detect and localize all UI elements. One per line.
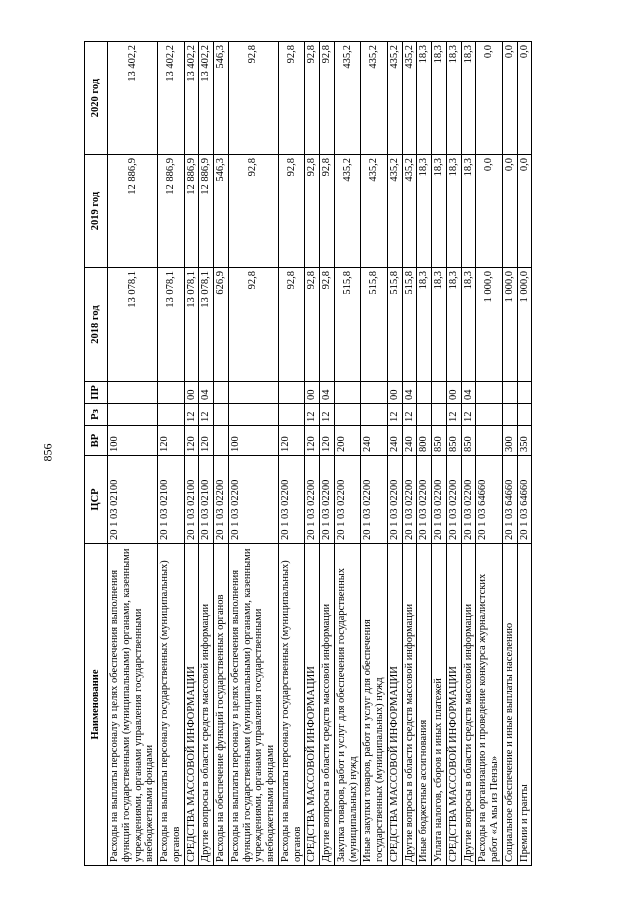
value-2020-cell: 92,8 [278,42,305,155]
name-cell: Иные закупки товаров, работ и услуг для обеспечения государственных (муниципальных) нужд [361,544,388,866]
name-cell: СРЕДСТВА МАССОВОЙ ИНФОРМАЦИИ [184,544,199,866]
table-row [387,42,402,866]
csr-cell: 20 1 03 02200 [361,456,388,544]
value-2018-cell: 92,8 [305,268,320,382]
table-row [517,42,532,866]
name-cell: СРЕДСТВА МАССОВОЙ ИНФОРМАЦИИ [305,544,320,866]
csr-cell: 20 1 03 02200 [387,456,402,544]
table-row [320,42,335,866]
pr-cell: 00 [305,382,320,404]
rz-cell: 12 [184,404,199,426]
value-2020-cell: 13 402,2 [158,42,185,155]
csr-cell: 20 1 03 02100 [184,456,199,544]
rz-cell [108,404,158,426]
vr-cell: 120 [184,426,199,456]
value-2018-cell: 92,8 [278,268,305,382]
csr-cell: 20 1 03 02200 [446,456,461,544]
column-header: 2019 год [85,155,108,268]
vr-cell: 120 [305,426,320,456]
csr-cell: 20 1 03 02200 [214,456,229,544]
value-2020-cell: 18,3 [417,42,432,155]
rz-cell: 12 [402,404,417,426]
name-cell: Расходы на выплаты персоналу государственных (муниципальных) органов [278,544,305,866]
csr-cell: 20 1 03 02100 [158,456,185,544]
csr-cell: 20 1 03 64660 [517,456,532,544]
vr-cell: 200 [334,426,361,456]
table-row [402,42,417,866]
rotated-table-container [84,42,572,866]
value-2020-cell: 435,2 [402,42,417,155]
table-row [502,42,517,866]
value-2020-cell: 18,3 [432,42,447,155]
rz-cell [502,404,517,426]
value-2018-cell: 13 078,1 [199,268,214,382]
value-2020-cell: 0,0 [517,42,532,155]
rz-cell [361,404,388,426]
table-row [432,42,447,866]
vr-cell: 240 [402,426,417,456]
csr-cell: 20 1 03 64660 [502,456,517,544]
csr-cell: 20 1 03 64660 [476,456,503,544]
rz-cell [158,404,185,426]
name-cell: Другие вопросы в области средств массовой информации [461,544,476,866]
value-2018-cell: 13 078,1 [158,268,185,382]
vr-cell: 300 [502,426,517,456]
name-cell: Закупка товаров, работ и услуг для обеспечения государственных (муниципальных) нужд [334,544,361,866]
value-2020-cell: 92,8 [320,42,335,155]
table-row [108,42,158,866]
name-cell: СРЕДСТВА МАССОВОЙ ИНФОРМАЦИИ [387,544,402,866]
value-2020-cell: 435,2 [334,42,361,155]
value-2019-cell: 0,0 [517,155,532,268]
rz-cell: 12 [446,404,461,426]
value-2018-cell: 515,8 [387,268,402,382]
rz-cell [334,404,361,426]
page-number: 856 [40,443,55,462]
pr-cell [417,382,432,404]
vr-cell: 120 [158,426,185,456]
rz-cell: 12 [387,404,402,426]
value-2020-cell: 435,2 [361,42,388,155]
value-2019-cell: 0,0 [502,155,517,268]
pr-cell: 00 [387,382,402,404]
name-cell: Другие вопросы в области средств массовой информации [320,544,335,866]
table-row [305,42,320,866]
value-2019-cell: 12 886,9 [108,155,158,268]
value-2018-cell: 13 078,1 [184,268,199,382]
name-cell: Расходы на организацию и проведение конкурса журналистских работ «А мы из Пензы» [476,544,503,866]
name-cell: Расходы на обеспечение функций государственных органов [214,544,229,866]
vr-cell: 120 [199,426,214,456]
name-cell: Расходы на выплаты персоналу в целях обеспечения выполнения функций государственными (муниципальными) органами, казенными учреждениями, органами управления государственными внебюджетными фондами [108,544,158,866]
name-cell: Иные бюджетные ассигнования [417,544,432,866]
value-2020-cell: 92,8 [305,42,320,155]
name-cell: Другие вопросы в области средств массовой информации [199,544,214,866]
pr-cell [228,382,278,404]
rz-cell: 12 [320,404,335,426]
column-header: Наименование [85,544,108,866]
table-row [278,42,305,866]
value-2019-cell: 546,3 [214,155,229,268]
column-header: ВР [85,426,108,456]
csr-cell: 20 1 03 02200 [334,456,361,544]
rz-cell: 12 [305,404,320,426]
value-2019-cell: 18,3 [417,155,432,268]
value-2019-cell: 18,3 [432,155,447,268]
column-header: ЦСР [85,456,108,544]
name-cell: Премии и гранты [517,544,532,866]
value-2019-cell: 18,3 [446,155,461,268]
vr-cell: 350 [517,426,532,456]
vr-cell [214,426,229,456]
value-2019-cell: 92,8 [228,155,278,268]
value-2018-cell: 13 078,1 [108,268,158,382]
value-2019-cell: 92,8 [305,155,320,268]
rz-cell: 12 [461,404,476,426]
pr-cell [278,382,305,404]
pr-cell: 04 [320,382,335,404]
vr-cell: 100 [228,426,278,456]
table-row [334,42,361,866]
csr-cell: 20 1 03 02200 [402,456,417,544]
rz-cell [432,404,447,426]
table-row [228,42,278,866]
value-2018-cell: 1 000,0 [476,268,503,382]
value-2019-cell: 435,2 [361,155,388,268]
value-2020-cell: 0,0 [502,42,517,155]
value-2018-cell: 1 000,0 [502,268,517,382]
value-2019-cell: 12 886,9 [184,155,199,268]
value-2019-cell: 92,8 [278,155,305,268]
pr-cell: 04 [461,382,476,404]
vr-cell: 240 [387,426,402,456]
rz-cell [228,404,278,426]
vr-cell: 850 [461,426,476,456]
pr-cell [502,382,517,404]
vr-cell: 120 [278,426,305,456]
value-2018-cell: 18,3 [417,268,432,382]
value-2018-cell: 18,3 [446,268,461,382]
page-number-area [38,0,58,905]
value-2019-cell: 12 886,9 [199,155,214,268]
vr-cell: 120 [320,426,335,456]
name-cell: Социальное обеспечение и иные выплаты населению [502,544,517,866]
value-2020-cell: 546,3 [214,42,229,155]
csr-cell: 20 1 03 02200 [278,456,305,544]
pr-cell: 04 [199,382,214,404]
table-row [461,42,476,866]
csr-cell: 20 1 03 02200 [417,456,432,544]
pr-cell: 04 [402,382,417,404]
value-2019-cell: 18,3 [461,155,476,268]
pr-cell [517,382,532,404]
vr-cell: 240 [361,426,388,456]
rz-cell [476,404,503,426]
value-2018-cell: 1 000,0 [517,268,532,382]
value-2019-cell: 435,2 [334,155,361,268]
vr-cell: 800 [417,426,432,456]
table-row [184,42,199,866]
vr-cell: 850 [432,426,447,456]
table-header-row [85,42,108,866]
column-header: 2020 год [85,42,108,155]
pr-cell [432,382,447,404]
rz-cell [517,404,532,426]
table-row [158,42,185,866]
value-2018-cell: 18,3 [461,268,476,382]
csr-cell: 20 1 03 02200 [228,456,278,544]
table-row [199,42,214,866]
name-cell: СРЕДСТВА МАССОВОЙ ИНФОРМАЦИИ [446,544,461,866]
value-2018-cell: 92,8 [228,268,278,382]
name-cell: Другие вопросы в области средств массовой информации [402,544,417,866]
value-2020-cell: 13 402,2 [184,42,199,155]
pr-cell [361,382,388,404]
name-cell: Уплата налогов, сборов и иных платежей [432,544,447,866]
name-cell: Расходы на выплаты персоналу в целях обеспечения выполнения функций государственными (муниципальными) органами, казенными учреждениями, органами управления государственными внебюджетными фондами [228,544,278,866]
value-2019-cell: 435,2 [402,155,417,268]
rz-cell: 12 [199,404,214,426]
column-header: ПР [85,382,108,404]
budget-table [84,41,532,866]
table-row [417,42,432,866]
pr-cell [108,382,158,404]
value-2020-cell: 13 402,2 [108,42,158,155]
value-2018-cell: 92,8 [320,268,335,382]
vr-cell: 100 [108,426,158,456]
table-row [446,42,461,866]
csr-cell: 20 1 03 02200 [320,456,335,544]
csr-cell: 20 1 03 02200 [305,456,320,544]
value-2020-cell: 18,3 [461,42,476,155]
value-2020-cell: 0,0 [476,42,503,155]
value-2018-cell: 515,8 [361,268,388,382]
table-body [108,42,532,866]
column-header: 2018 год [85,268,108,382]
csr-cell: 20 1 03 02100 [108,456,158,544]
value-2018-cell: 626,9 [214,268,229,382]
table-row [214,42,229,866]
table-row [476,42,503,866]
vr-cell: 850 [446,426,461,456]
csr-cell: 20 1 03 02100 [199,456,214,544]
table-row [361,42,388,866]
value-2020-cell: 18,3 [446,42,461,155]
csr-cell: 20 1 03 02200 [432,456,447,544]
rz-cell [278,404,305,426]
value-2019-cell: 0,0 [476,155,503,268]
pr-cell [334,382,361,404]
pr-cell [214,382,229,404]
rz-cell [417,404,432,426]
csr-cell: 20 1 03 02200 [461,456,476,544]
pr-cell [158,382,185,404]
value-2018-cell: 515,8 [334,268,361,382]
value-2018-cell: 18,3 [432,268,447,382]
column-header: Рз [85,404,108,426]
value-2020-cell: 13 402,2 [199,42,214,155]
value-2019-cell: 92,8 [320,155,335,268]
vr-cell [476,426,503,456]
rz-cell [214,404,229,426]
value-2018-cell: 515,8 [402,268,417,382]
pr-cell: 00 [446,382,461,404]
value-2019-cell: 435,2 [387,155,402,268]
value-2020-cell: 435,2 [387,42,402,155]
name-cell: Расходы на выплаты персоналу государственных (муниципальных) органов [158,544,185,866]
value-2020-cell: 92,8 [228,42,278,155]
pr-cell: 00 [184,382,199,404]
pr-cell [476,382,503,404]
value-2019-cell: 12 886,9 [158,155,185,268]
